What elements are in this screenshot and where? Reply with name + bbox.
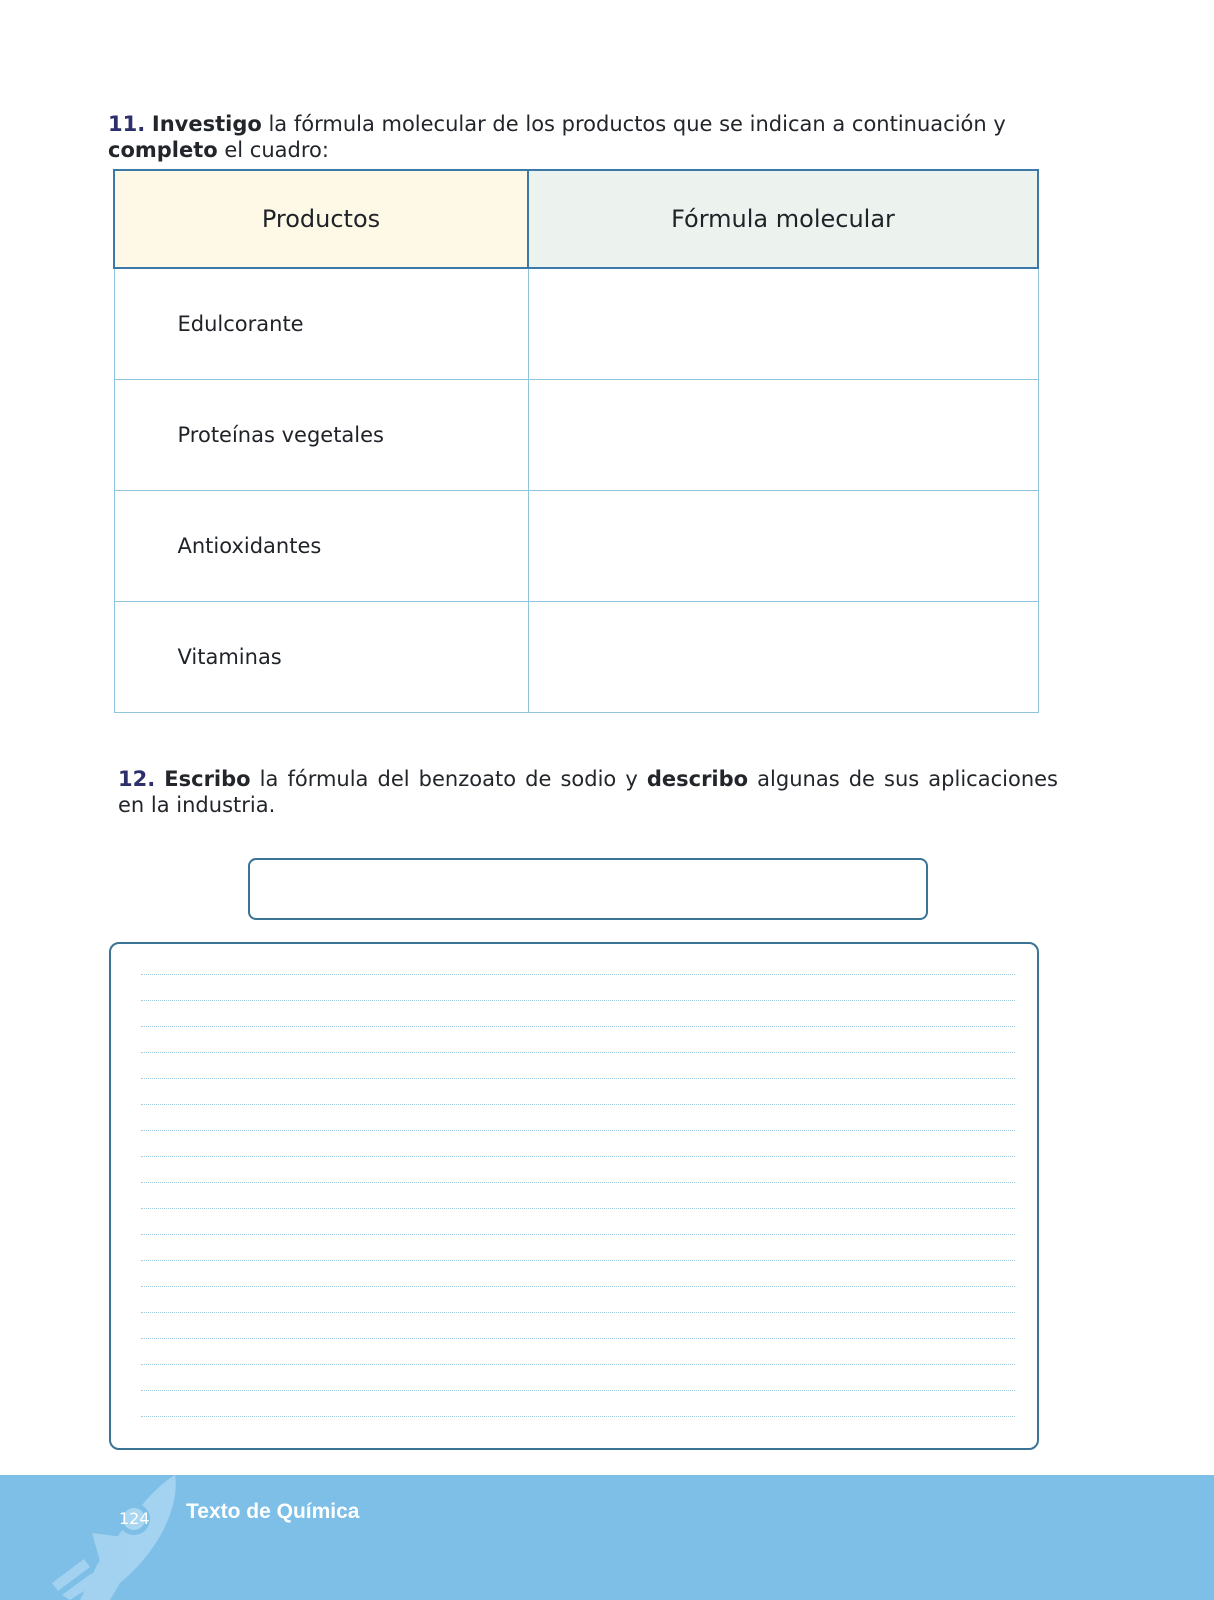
question-12 (118, 766, 1058, 818)
header-formula-molecular: Fórmula molecular (528, 170, 1038, 268)
writing-line (141, 1078, 1015, 1079)
footer-book-title: Texto de Química (186, 1500, 360, 1523)
question-11 (108, 111, 1058, 163)
question-text: la fórmula del benzoato de sodio y (250, 767, 647, 791)
writing-line (141, 1364, 1015, 1365)
question-verb: Investigo (151, 112, 262, 136)
writing-line (141, 1052, 1015, 1053)
writing-line (141, 1156, 1015, 1157)
product-cell: Vitaminas (114, 602, 528, 713)
table-row (114, 268, 1038, 380)
writing-line (141, 1312, 1015, 1313)
formula-answer-cell[interactable] (528, 268, 1038, 380)
question-text: la fórmula molecular de los productos que se indican a continuación y (261, 112, 1006, 136)
formula-answer-cell[interactable] (528, 380, 1038, 491)
writing-line (141, 1260, 1015, 1261)
writing-line (141, 1208, 1015, 1209)
question-number: 12. (118, 767, 156, 791)
product-cell: Edulcorante (114, 268, 528, 380)
product-cell: Proteínas vegetales (114, 380, 528, 491)
question-verb: describo (646, 767, 749, 791)
table-row (114, 602, 1038, 713)
molecular-formula-table (113, 169, 1039, 713)
writing-line (141, 1286, 1015, 1287)
formula-answer-cell[interactable] (528, 602, 1038, 713)
writing-line (141, 1390, 1015, 1391)
writing-answer-box[interactable] (109, 942, 1039, 1450)
formula-answer-cell[interactable] (528, 491, 1038, 602)
writing-line (141, 1338, 1015, 1339)
rocket-icon (40, 1475, 190, 1600)
question-verb: completo (108, 138, 218, 162)
product-cell: Antioxidantes (114, 491, 528, 602)
writing-line (141, 1000, 1015, 1001)
writing-line (141, 1130, 1015, 1131)
table-header-row (114, 170, 1038, 268)
writing-line (141, 1182, 1015, 1183)
question-text: algunas de sus aplicaciones en la industria. (118, 767, 1058, 817)
writing-line (141, 1026, 1015, 1027)
writing-line (141, 974, 1015, 975)
table-row (114, 380, 1038, 491)
page-footer (0, 1475, 1214, 1600)
question-number: 11. (108, 112, 146, 136)
page-number: 124 (119, 1509, 150, 1528)
writing-line (141, 1104, 1015, 1105)
question-text: el cuadro: (217, 138, 329, 162)
writing-line (141, 1234, 1015, 1235)
writing-line (141, 1416, 1015, 1417)
header-productos: Productos (114, 170, 528, 268)
table-row (114, 491, 1038, 602)
question-verb: Escribo (164, 767, 251, 791)
formula-answer-box[interactable] (248, 858, 928, 920)
